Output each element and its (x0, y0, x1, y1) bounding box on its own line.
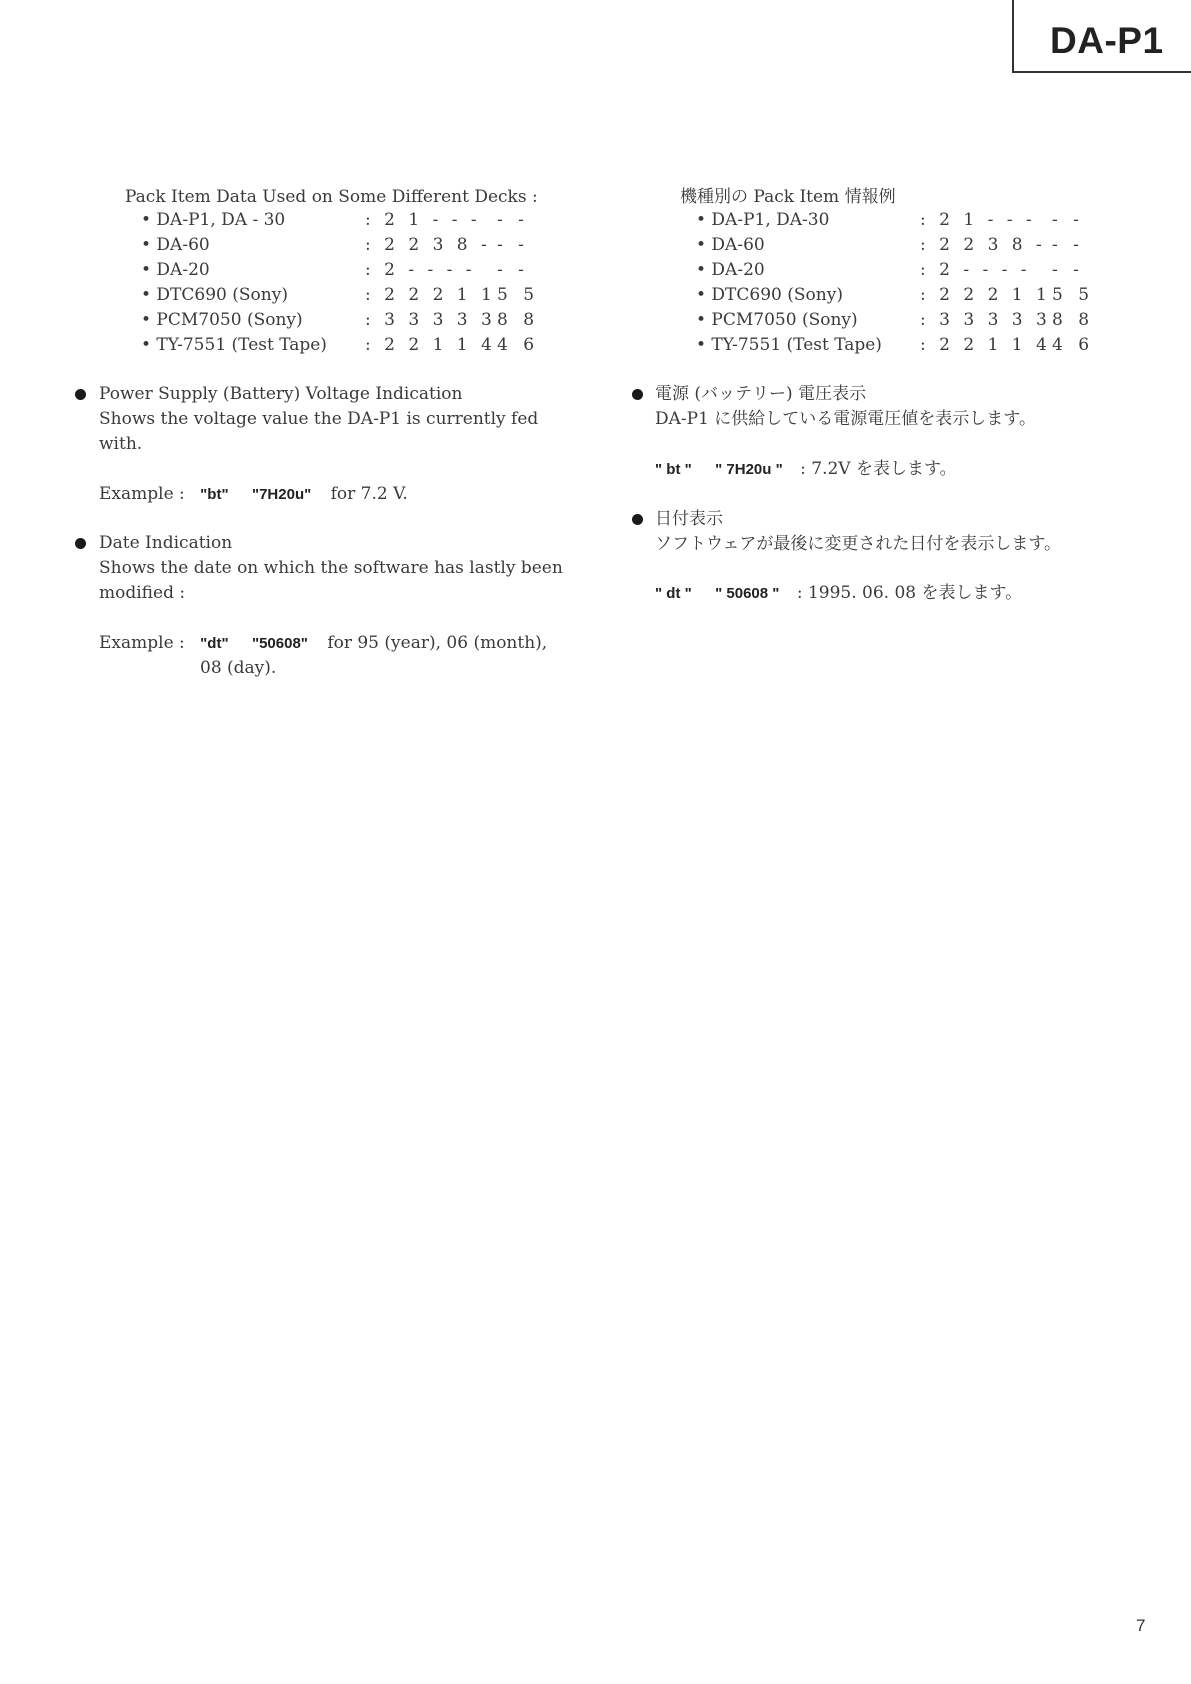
power-desc-jp: DA-P1 に供給している電源電圧値を表示します。 (655, 409, 1036, 429)
date-example-jp (655, 581, 1022, 607)
deck-code: : 2 2 3 8 - (365, 235, 491, 255)
model-title: DA-P1 (1050, 20, 1164, 61)
deck-code-tail: 5 5 (1052, 285, 1095, 305)
deck-code-tail: - - (497, 235, 529, 255)
example-text: for 7.2 V. (330, 484, 408, 504)
date-heading-en: Date Indication (99, 533, 233, 553)
date-heading-jp: 日付表示 (655, 509, 723, 529)
deck-code-tail: 8 8 (497, 310, 540, 330)
display-code-bt: " bt " (655, 461, 692, 478)
deck-name: • DA-P1, DA - 30 (141, 210, 286, 230)
bullet-icon (632, 389, 643, 400)
power-desc-line1-en: Shows the voltage value the DA-P1 is currently fed (99, 409, 539, 429)
deck-name: • PCM7050 (Sony) (141, 310, 303, 330)
pack-item-title-jp: 機種別の Pack Item 情報例 (680, 187, 896, 207)
deck-code: : 2 2 1 1 4 (365, 335, 496, 355)
example-label: Example : (99, 633, 185, 653)
power-desc-line2-en: with. (99, 434, 143, 454)
deck-name: • DA-20 (696, 260, 765, 280)
deck-name: • DTC690 (Sony) (696, 285, 843, 305)
date-desc-jp: ソフトウェアが最後に変更された日付を表示します。 (655, 534, 1061, 554)
model-header-box (1012, 0, 1191, 73)
page-number: 7 (1136, 1616, 1146, 1635)
deck-name: • TY-7551 (Test Tape) (696, 335, 882, 355)
deck-code-tail: - - (497, 210, 529, 230)
deck-name: • PCM7050 (Sony) (696, 310, 858, 330)
deck-code-tail: - - (1052, 260, 1084, 280)
power-example-jp (655, 457, 957, 483)
deck-name: • TY-7551 (Test Tape) (141, 335, 327, 355)
power-example-en (99, 482, 408, 508)
deck-code: : 3 3 3 3 3 (365, 310, 496, 330)
display-code-dt: " dt " (655, 585, 692, 602)
deck-code: : 3 3 3 3 3 (920, 310, 1051, 330)
display-code-voltage: " 7H20u " (715, 461, 783, 478)
display-code-dt: "dt" (200, 635, 229, 652)
bullet-icon (632, 514, 643, 525)
date-desc-line2-en: modified : (99, 583, 186, 603)
deck-code-tail: - - (1052, 210, 1084, 230)
deck-code-tail: 5 5 (497, 285, 540, 305)
display-code-date: " 50608 " (715, 585, 780, 602)
example-text: for 95 (year), 06 (month), (327, 633, 548, 653)
example-label: Example : (99, 484, 185, 504)
deck-name: • DA-20 (141, 260, 210, 280)
date-example-en (99, 631, 547, 657)
bullet-icon (75, 389, 86, 400)
display-code-bt: "bt" (200, 486, 229, 503)
deck-code-tail: 8 8 (1052, 310, 1095, 330)
deck-name: • DTC690 (Sony) (141, 285, 288, 305)
display-code-date: "50608" (251, 635, 308, 652)
deck-name: • DA-60 (696, 235, 765, 255)
deck-code: : 2 1 - - - (920, 210, 1036, 230)
deck-code-tail: 4 6 (497, 335, 540, 355)
example-text: : 7.2V を表します。 (800, 459, 957, 479)
deck-code-tail: - - (497, 260, 529, 280)
deck-code: : 2 1 - - - (365, 210, 481, 230)
deck-code: : 2 2 2 1 1 (920, 285, 1051, 305)
date-example-cont-en: 08 (day). (200, 658, 277, 678)
deck-name: • DA-P1, DA-30 (696, 210, 830, 230)
deck-code: : 2 - - - - (920, 260, 1031, 280)
deck-code-tail: - - (1052, 235, 1084, 255)
deck-code-tail: 4 6 (1052, 335, 1095, 355)
power-heading-jp: 電源 (バッテリー) 電圧表示 (655, 384, 867, 404)
power-heading-en: Power Supply (Battery) Voltage Indication (99, 384, 463, 404)
deck-name: • DA-60 (141, 235, 210, 255)
deck-code: : 2 2 3 8 - (920, 235, 1046, 255)
display-code-voltage: "7H20u" (251, 486, 312, 503)
deck-code: : 2 - - - - (365, 260, 476, 280)
deck-code: : 2 2 2 1 1 (365, 285, 496, 305)
date-desc-line1-en: Shows the date on which the software has lastly been (99, 558, 563, 578)
deck-code: : 2 2 1 1 4 (920, 335, 1051, 355)
bullet-icon (75, 538, 86, 549)
pack-item-title-en: Pack Item Data Used on Some Different Decks : (125, 187, 538, 207)
example-text: : 1995. 06. 08 を表します。 (796, 583, 1023, 603)
